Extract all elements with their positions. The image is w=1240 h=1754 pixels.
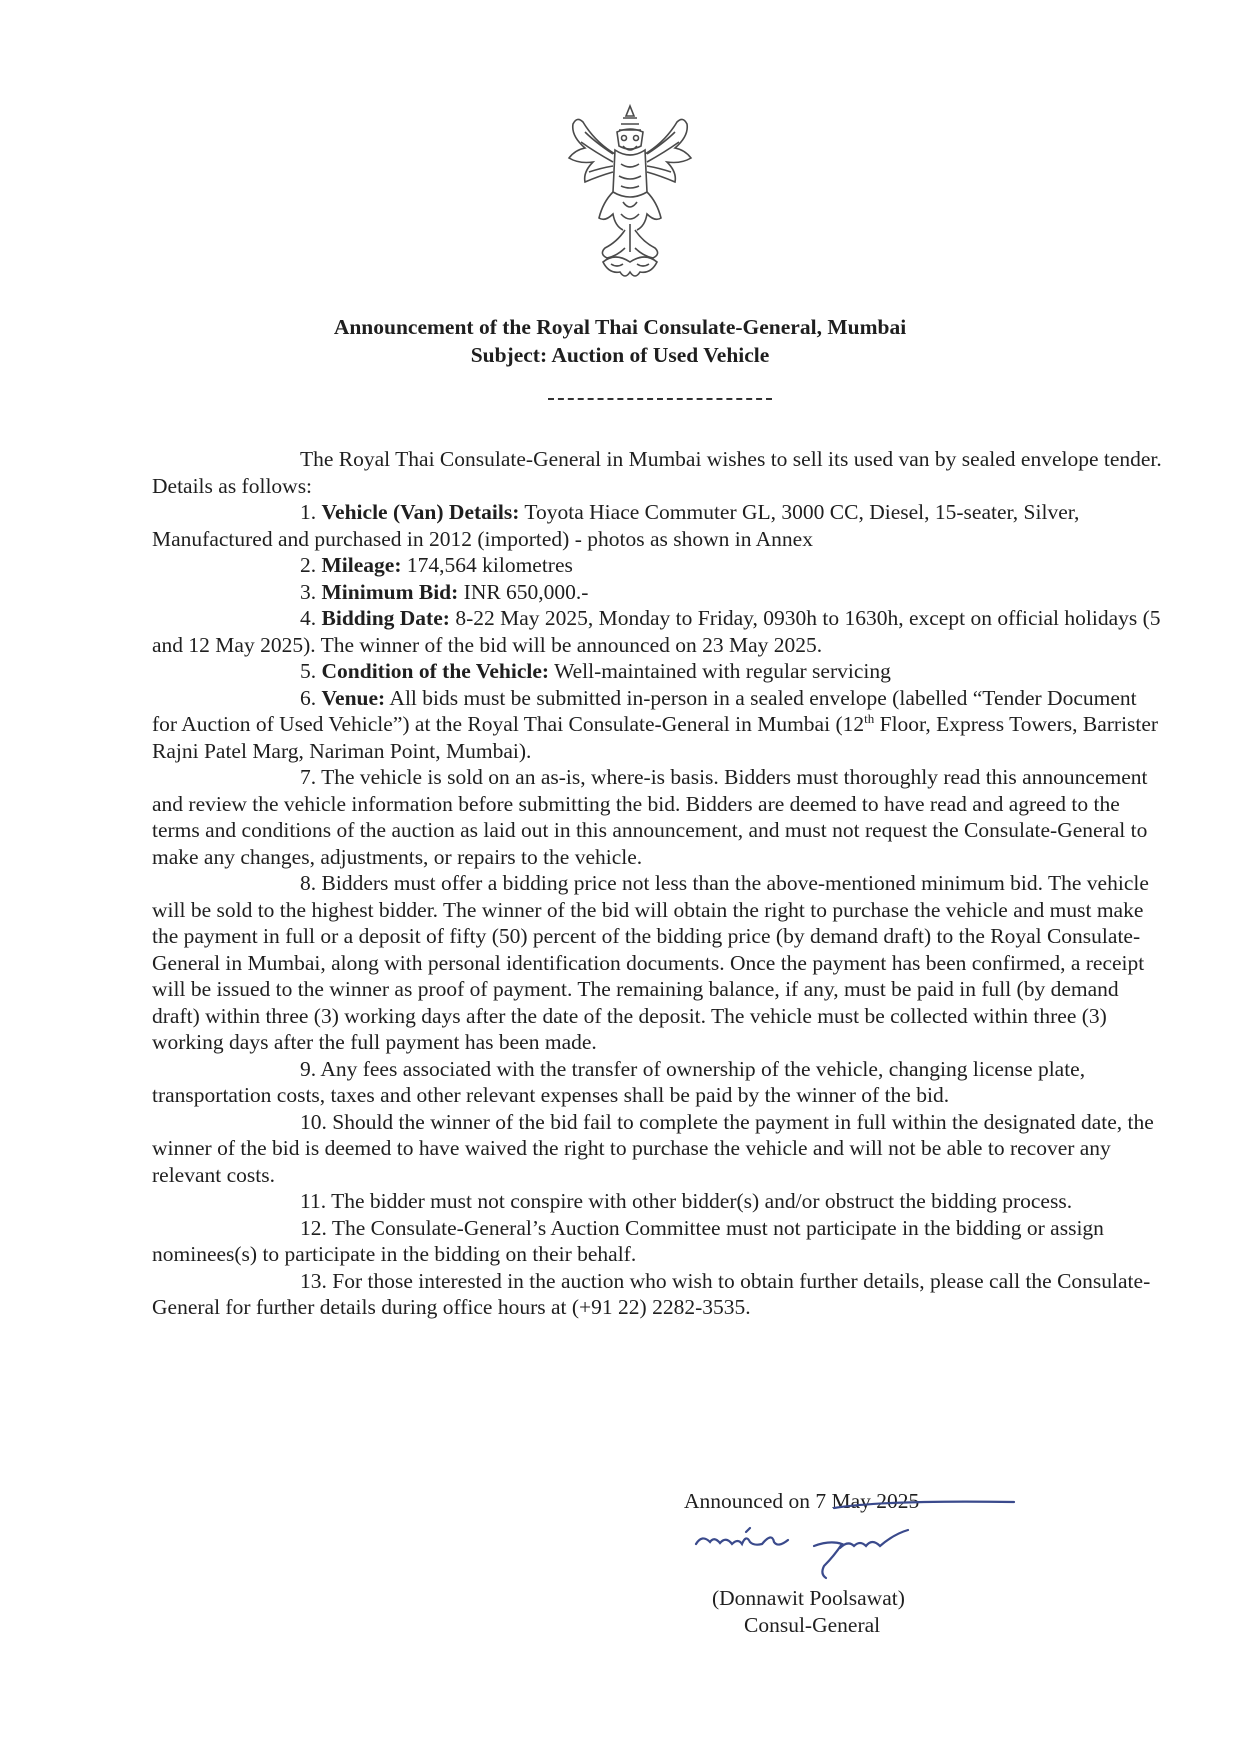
handwritten-signature-icon [684,1488,1024,1598]
item-10: 10. Should the winner of the bid fail to complete the payment in full within the designated date, the winner of the bid is deemed to have waived the right to purchase the vehicle and will not be able to recover any relevant costs. [152,1109,1154,1187]
item-11: 11. The bidder must not conspire with other bidder(s) and/or obstruct the bidding process. [300,1189,1073,1213]
announced-date: Announced on 7 May 2025 [684,1489,920,1513]
announcement-subject: Subject: Auction of Used Vehicle [470,343,770,367]
item-13: 13. For those interested in the auction who wish to obtain further details, please call the Consulate-General for further details during office hours at (+91 22) 2282-3535. [152,1268,1151,1319]
item-12: 12. The Consulate-General’s Auction Committee must not participate in the bidding or assign nominees(s) to participate in the bidding on their behalf. [152,1215,1104,1266]
item-1: 1. Vehicle (Van) Details: Toyota Hiace Commuter GL, 3000 CC, Diesel, 15-seater, Silver, Manufactured and purchased in 2012 (imported) - photos as shown in Annex [152,500,1080,551]
item-7: 7. The vehicle is sold on an as-is, where-is basis. Bidders must thoroughly read this announcement and review the vehicle information before submitting the bid. Bidders are deemed to have read and agreed to the terms and conditions of the auction as laid out in this announcement, and must not request the Consulate-General to make any changes, adjustments, or repairs to the vehicle. [152,765,1148,869]
item-4: 4. Bidding Date: 8-22 May 2025, Monday to Friday, 0930h to 1630h, except on official holidays (5 and 12 May 2025). The winner of the bid will be announced on 23 May 2025. [152,606,1161,657]
signatory-name: (Donnawit Poolsawat) [712,1586,905,1610]
signature-block [684,1488,1004,1637]
dashed-divider [548,398,772,400]
announcement-title: Announcement of the Royal Thai Consulate-General, Mumbai [333,315,907,339]
garuda-emblem-icon [555,102,705,284]
intro-paragraph: The Royal Thai Consulate-General in Mumbai wishes to sell its used van by sealed envelope tender. Details as follows: [152,447,1162,498]
item-5: 5. Condition of the Vehicle: Well-maintained with regular servicing [300,659,891,683]
item-3: 3. Minimum Bid: INR 650,000.- [300,579,589,604]
item-9: 9. Any fees associated with the transfer of ownership of the vehicle, changing license plate, transportation costs, taxes and other relevant expenses shall be paid by the winner of the bid. [152,1056,1086,1107]
signatory-title: Consul-General [744,1613,881,1637]
item-6: 6. Venue: All bids must be submitted in-person in a sealed envelope (labelled “Tender Document for Auction of Used Vehicle”) at the Royal Thai Consulate-General in Mumbai (12th Floor, Express Towers, Barrister Rajni Patel Marg, Nariman Point, Mumbai). [152,685,1159,763]
announcement-body [152,446,1166,1321]
announcement-heading [0,313,1240,369]
item-2: 2. Mileage: 174,564 kilometres [300,553,573,577]
item-8: 8. Bidders must offer a bidding price not less than the above-mentioned minimum bid. The vehicle will be sold to the highest bidder. The winner of the bid will obtain the right to purchase the vehicle and must make the payment in full or a deposit of fifty (50) percent of the bidding price (by demand draft) to the Royal Consulate-General in Mumbai, along with personal identification documents. Once the payment has been confirmed, a receipt will be issued to the winner as proof of payment. The remaining balance, if any, must be paid in full (by demand draft) within three (3) working days after the date of the deposit. The vehicle must be collected within three (3) working days after the full payment has been made. [152,871,1149,1054]
